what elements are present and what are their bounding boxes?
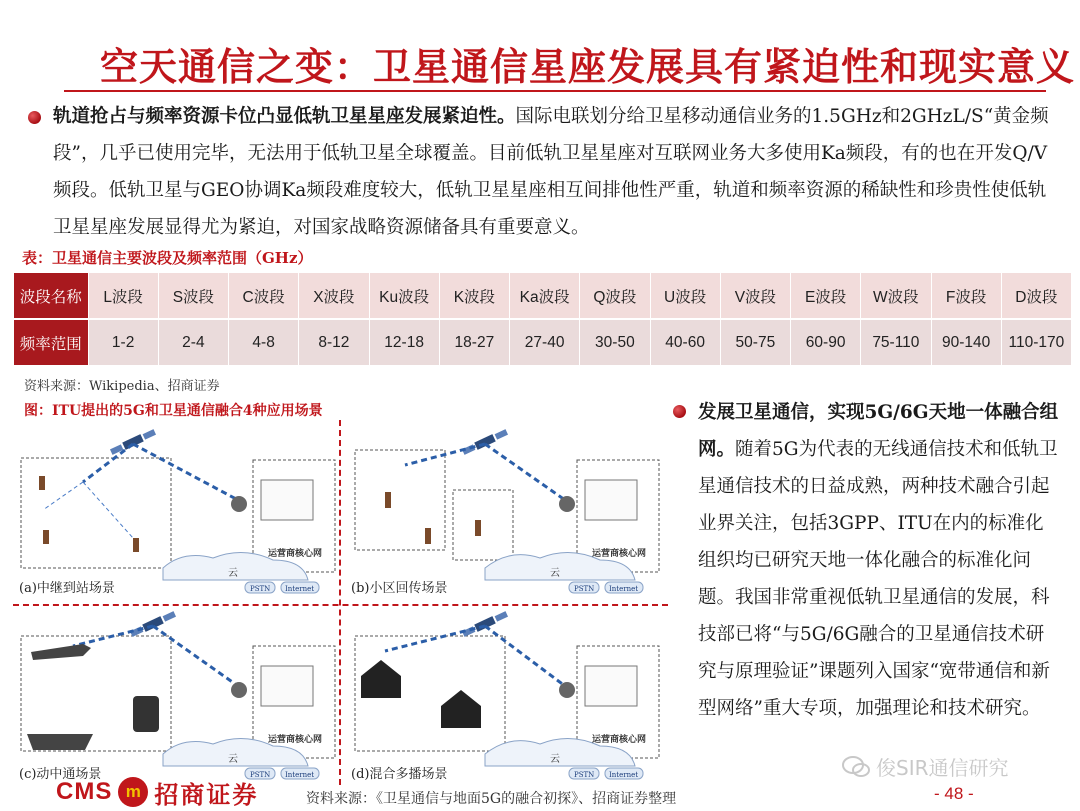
core-label: 运营商核心网: [268, 735, 323, 745]
band-range-cell: 8-12: [299, 319, 369, 365]
panel-b-label: (b)小区回传场景: [349, 577, 449, 596]
table-caption: 表：卫星通信主要波段及频率范围（GHz）: [22, 249, 313, 267]
core-label: 运营商核心网: [592, 549, 647, 559]
panel-d-label: (d)混合多播场景: [349, 763, 449, 782]
table-row-bands: [14, 273, 1072, 319]
band-name-cell: X波段: [299, 273, 369, 319]
company-logo: [56, 776, 258, 808]
satellite-icon: [130, 610, 177, 638]
gateway-box: [261, 480, 313, 520]
band-name-cell: U波段: [650, 273, 720, 319]
bullet-icon: [28, 111, 41, 124]
panel-mobile: [13, 606, 341, 786]
band-name-cell: W波段: [861, 273, 931, 319]
figure-caption: 图：ITU提出的5G和卫星通信融合4种应用场景: [24, 403, 323, 419]
band-range-cell: 60-90: [791, 319, 861, 365]
panel-c-label: (c)动中通场景: [17, 763, 103, 782]
watermark-text: 俊SIR通信研究: [876, 756, 1009, 780]
section1-lead: 轨道抢占与频率资源卡位凸显低轨卫星星座发展紧迫性。: [53, 106, 516, 127]
satellite-icon: [110, 428, 157, 456]
house-icon: [441, 690, 481, 728]
multicast-diagram: [345, 606, 668, 786]
mobile-diagram: [13, 606, 341, 786]
section2-paragraph: [698, 394, 1060, 727]
band-range-cell: 50-75: [720, 319, 790, 365]
ran-box: [21, 458, 171, 568]
figure-divider-vertical: [339, 420, 341, 785]
panel-backhaul: [345, 420, 673, 600]
watermark: [842, 752, 1009, 781]
house-icon: [361, 660, 401, 698]
band-name-cell: E波段: [791, 273, 861, 319]
figure-divider-horizontal: [13, 604, 668, 606]
band-range-cell: 12-18: [369, 319, 439, 365]
panel-a-label: (a)中继到站场景: [17, 577, 117, 596]
band-name-cell: Ku波段: [369, 273, 439, 319]
band-name-cell: V波段: [720, 273, 790, 319]
core-label: 运营商核心网: [268, 549, 323, 559]
band-range-cell: 75-110: [861, 319, 931, 365]
train-icon: [133, 696, 159, 732]
page-title: 空天通信之变：卫星通信星座发展具有紧迫性和现实意义: [100, 44, 1076, 89]
band-name-cell: D波段: [1001, 273, 1071, 319]
pstn-label: PSTN: [574, 771, 595, 779]
band-range-cell: 110-170: [1001, 319, 1071, 365]
band-range-cell: 27-40: [510, 319, 580, 365]
frequency-table: [14, 273, 1072, 365]
cloud-label: 云: [228, 754, 238, 765]
bullet-icon: [673, 405, 686, 418]
pstn-label: PSTN: [250, 771, 271, 779]
logo-mark-icon: m: [118, 777, 148, 807]
internet-label: Internet: [285, 585, 315, 593]
dish-icon: [231, 682, 247, 698]
band-name-cell: K波段: [439, 273, 509, 319]
band-range-cell: 90-140: [931, 319, 1001, 365]
band-name-cell: Q波段: [580, 273, 650, 319]
section1-paragraph: [53, 98, 1063, 246]
band-range-cell: 2-4: [158, 319, 228, 365]
internet-label: Internet: [609, 585, 639, 593]
band-range-cell: 30-50: [580, 319, 650, 365]
band-name-cell: L波段: [88, 273, 158, 319]
band-range-cell: 1-2: [88, 319, 158, 365]
section1-body: 国际电联划分给卫星移动通信业务的1.5GHz和2GHzL/S“黄金频段”，几乎已使用完毕，无法用于低轨卫星全球覆盖。目前低轨卫星星座对互联网业务大多使用Ka频段，有的也在开发Q/V频段。低轨卫星与GEO协调Ka频段难度较大，低轨卫星星座相互间排他性严重，轨道和频率资源的稀缺性和珍贵性使低轨卫星星座发展显得尤为紧迫，对国家战略资源储备具有重要意义。: [53, 106, 1049, 238]
section2-lead: 发展卫星通信，实现5G/6G天地一体融合组网。: [698, 402, 1059, 460]
cloud-label: 云: [550, 754, 560, 765]
satellite-icon: [462, 610, 509, 638]
band-range-cell: 18-27: [439, 319, 509, 365]
cloud-label: 云: [228, 568, 238, 579]
table-source: 资料来源：Wikipedia、招商证券: [24, 379, 220, 394]
page-number: - 48 -: [934, 784, 974, 803]
cloud-label: 云: [550, 568, 560, 579]
band-name-cell: S波段: [158, 273, 228, 319]
dish-icon: [231, 496, 247, 512]
title-underline: [64, 90, 1046, 92]
logo-text-cn: 招商证券: [154, 779, 259, 809]
row-header-range: 频率范围: [14, 319, 88, 365]
wechat-icon: [842, 756, 870, 778]
core-label: 运营商核心网: [592, 735, 647, 745]
airplane-icon: [31, 644, 91, 660]
row-header-band: 波段名称: [14, 273, 88, 319]
pstn-label: PSTN: [250, 585, 271, 593]
internet-label: Internet: [285, 771, 315, 779]
internet-label: Internet: [609, 771, 639, 779]
logo-text-en: CMS: [56, 778, 113, 805]
band-name-cell: F波段: [931, 273, 1001, 319]
table-row-ranges: [14, 319, 1072, 365]
pstn-label: PSTN: [574, 585, 595, 593]
panel-multicast: [345, 606, 673, 786]
dish-icon: [559, 682, 575, 698]
relay-diagram: [13, 420, 341, 600]
satellite-icon: [462, 428, 509, 456]
band-name-cell: Ka波段: [510, 273, 580, 319]
band-range-cell: 4-8: [229, 319, 299, 365]
backhaul-diagram: [345, 420, 668, 600]
ship-icon: [27, 734, 93, 750]
figure-source: 资料来源：《卫星通信与地面5G的融合初探》、招商证券整理: [306, 791, 677, 807]
dish-icon: [559, 496, 575, 512]
band-name-cell: C波段: [229, 273, 299, 319]
band-range-cell: 40-60: [650, 319, 720, 365]
panel-relay: [13, 420, 341, 600]
section2-body: 随着5G为代表的无线通信技术和低轨卫星通信技术的日益成熟，两种技术融合引起业界关注，包括3GPP、ITU在内的标准化组织均已研究天地一体化融合的标准化问题。我国非常重视低轨卫星通信的发展，科技部已将“与5G/6G融合的卫星通信技术研究与原理验证”课题列入国家“宽带通信和新型网络”重大专项，加强理论和技术研究。: [698, 439, 1058, 719]
